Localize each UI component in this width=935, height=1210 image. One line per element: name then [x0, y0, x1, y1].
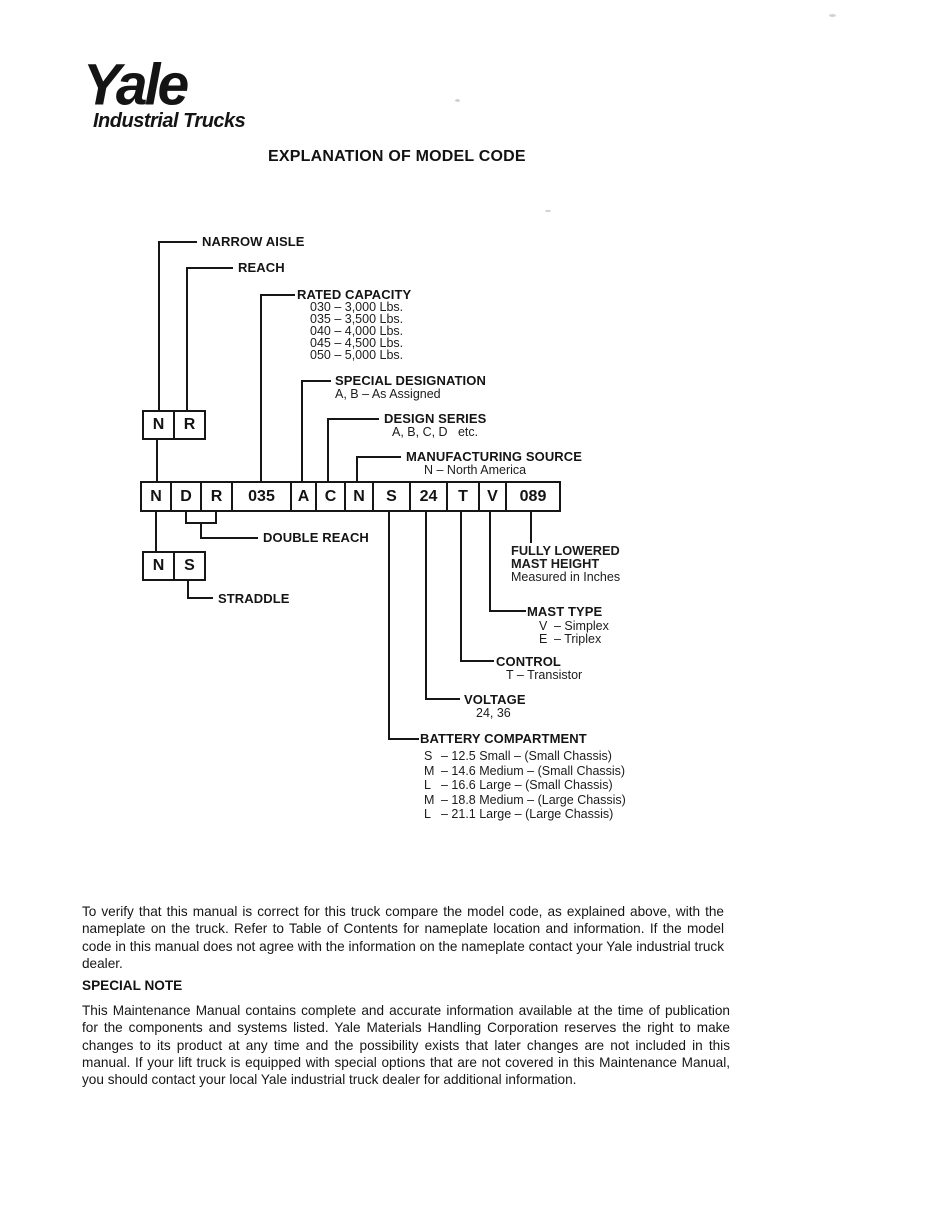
code-cell: C — [315, 481, 346, 512]
code-cell: D — [170, 481, 202, 512]
scan-speck — [829, 14, 836, 17]
connector-line — [425, 698, 460, 700]
voltage-values: 24, 36 — [476, 706, 511, 720]
label-mast-type: MAST TYPE — [527, 604, 603, 619]
battery-item — [424, 764, 626, 779]
manufacturing-source-values: N – North America — [424, 463, 527, 477]
code-box-narrow-aisle: N — [142, 410, 175, 440]
label-battery-compartment: BATTERY COMPARTMENT — [420, 731, 587, 746]
code-cell: 089 — [505, 481, 561, 512]
connector-line — [460, 660, 494, 662]
code-cell: V — [478, 481, 507, 512]
mast-type-item — [539, 620, 609, 633]
connector-line — [425, 510, 427, 700]
battery-item — [424, 749, 626, 764]
battery-code: M — [424, 763, 435, 778]
connector-line — [301, 380, 331, 382]
rated-capacity-list — [310, 301, 403, 361]
connector-line — [186, 267, 233, 269]
mast-type-list — [539, 620, 609, 647]
mast-type-code: E — [539, 632, 548, 647]
battery-desc: – 14.6 Medium – (Small Chassis) — [441, 763, 626, 778]
label-straddle: STRADDLE — [218, 591, 290, 606]
battery-code: M — [424, 792, 435, 807]
scan-speck — [455, 99, 460, 102]
control-values: T – Transistor — [506, 668, 583, 682]
connector-line — [388, 738, 419, 740]
code-cell: N — [140, 481, 172, 512]
connector-line — [530, 510, 532, 543]
design-series-values: A, B, C, D etc. — [392, 425, 479, 439]
mast-type-code: V — [539, 619, 548, 633]
connector-line — [388, 510, 390, 740]
yale-logo: Yale — [83, 52, 187, 118]
model-code-row — [140, 481, 561, 512]
battery-code: S — [424, 749, 433, 763]
battery-desc: – 18.8 Medium – (Large Chassis) — [441, 792, 626, 807]
rated-capacity-item: 050 – 5,000 Lbs. — [310, 348, 404, 363]
connector-line — [186, 267, 188, 412]
code-cell: R — [200, 481, 233, 512]
label-rated-capacity: RATED CAPACITY — [297, 287, 412, 302]
label-reach: REACH — [238, 260, 285, 275]
connector-line — [327, 418, 329, 483]
mast-type-item — [539, 633, 609, 646]
scan-speck — [545, 210, 551, 212]
label-control: CONTROL — [496, 654, 561, 669]
connector-line — [200, 537, 258, 539]
label-design-series: DESIGN SERIES — [384, 411, 487, 426]
code-cell: N — [344, 481, 374, 512]
connector-line — [158, 241, 197, 243]
verify-paragraph: To verify that this manual is correct for this truck compare the model code, as explained above, with the nameplate on the truck. Refer to Table of Contents for nameplate location and information. If the model code in this manual does not agree with the information on the nameplate contact your Yale industrial truck dealer. — [82, 904, 724, 971]
label-manufacturing-source: MANUFACTURING SOURCE — [406, 449, 583, 464]
battery-code: L — [424, 807, 431, 822]
battery-code: L — [424, 778, 431, 793]
code-cell: 035 — [231, 481, 292, 512]
connector-line — [155, 510, 157, 553]
rated-capacity-item: 040 – 4,000 Lbs. — [310, 324, 404, 339]
connector-line — [185, 522, 217, 524]
page-title: EXPLANATION OF MODEL CODE — [268, 148, 526, 165]
connector-line — [260, 294, 295, 296]
label-fully-lowered-mast-height — [511, 544, 620, 584]
code-box-reach: R — [173, 410, 206, 440]
fully-lowered-line: FULLY LOWERED — [511, 543, 620, 558]
connector-line — [356, 456, 358, 483]
mast-type-desc: – Triplex — [554, 632, 602, 647]
label-special-designation: SPECIAL DESIGNATION — [335, 373, 486, 388]
connector-line — [156, 439, 158, 483]
special-note-heading: SPECIAL NOTE — [82, 978, 183, 993]
yale-logo-tagline: Industrial Trucks — [93, 110, 246, 132]
battery-item — [424, 778, 626, 793]
fully-lowered-line: MAST HEIGHT — [511, 556, 600, 572]
code-cell: 24 — [409, 481, 448, 512]
label-voltage: VOLTAGE — [464, 692, 526, 707]
special-designation-values: A, B – As Assigned — [335, 387, 441, 401]
battery-compartment-list — [424, 749, 626, 822]
rated-capacity-item: 030 – 3,000 Lbs. — [310, 300, 404, 314]
battery-item — [424, 793, 626, 808]
battery-desc: – 12.5 Small – (Small Chassis) — [441, 749, 612, 763]
connector-line — [327, 418, 379, 420]
connector-line — [187, 597, 213, 599]
label-narrow-aisle: NARROW AISLE — [202, 234, 305, 249]
connector-line — [260, 294, 262, 483]
label-double-reach: DOUBLE REACH — [263, 530, 369, 545]
rated-capacity-item: 035 – 3,500 Lbs. — [310, 312, 404, 327]
connector-line — [489, 610, 526, 612]
fully-lowered-line: Measured in Inches — [511, 569, 621, 584]
connector-line — [301, 380, 303, 483]
code-cell: T — [446, 481, 480, 512]
code-cell: S — [372, 481, 411, 512]
rated-capacity-item: 045 – 4,500 Lbs. — [310, 336, 404, 351]
battery-desc: – 16.6 Large – (Small Chassis) — [441, 778, 613, 793]
connector-line — [158, 241, 160, 412]
connector-line — [489, 510, 491, 612]
code-box-straddle-s: S — [173, 551, 206, 581]
mast-type-desc: – Simplex — [554, 619, 609, 633]
battery-item — [424, 807, 626, 822]
connector-line — [460, 510, 462, 662]
connector-line — [356, 456, 401, 458]
code-box-straddle-n: N — [142, 551, 175, 581]
code-cell: A — [290, 481, 317, 512]
special-note-paragraph: This Maintenance Manual contains complete and accurate information available at the time of publication for the components and systems listed. Yale Materials Handling Corporation reserves the right to make changes to its product at any time and the possibility exists that later changes are not included in this manual. If your lift truck is equipped with special options that are not covered in this Maintenance Manual, you should contact your local Yale industrial truck dealer for additional information. — [82, 1003, 730, 1088]
battery-desc: – 21.1 Large – (Large Chassis) — [441, 807, 614, 822]
